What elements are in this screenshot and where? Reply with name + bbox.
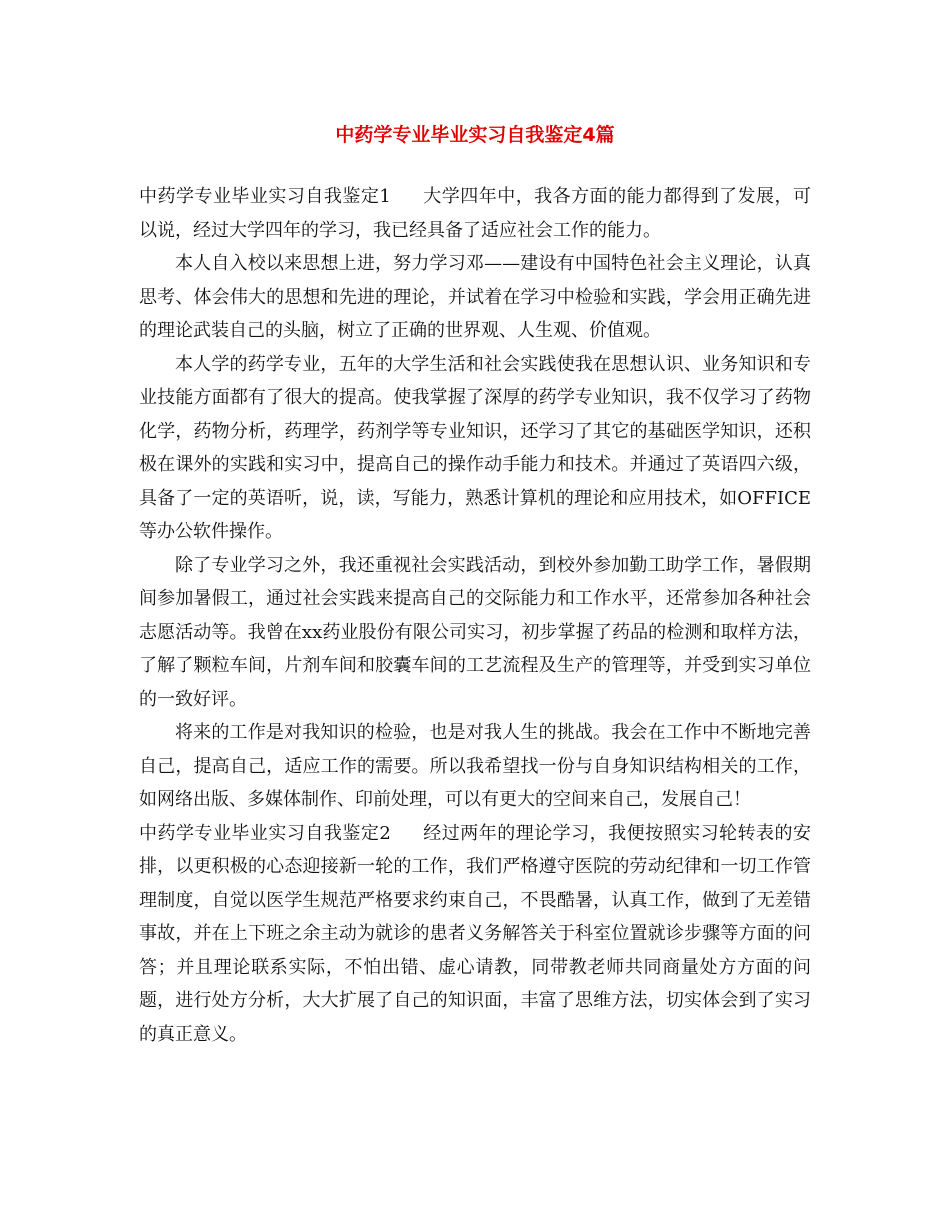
section-1-intro-paragraph	[139, 180, 811, 247]
section-1-heading: 中药学专业毕业实习自我鉴定1	[139, 186, 391, 207]
section-1-paragraph-3: 除了专业学习之外，我还重视社会实践活动，到校外参加勤工助学工作，暑假期间参加暑假工，通过社会实践来提高自己的交际能力和工作水平，还常参加各种社会志愿活动等。我曾在xx药业股份有限公司实习，初步掌握了药品的检测和取样方法，了解了颗粒车间，片剂车间和胶囊车间的工艺流程及生产的管理等，并受到实习单位的一致好评。	[139, 554, 811, 710]
section-1-paragraph-2: 本人学的药学专业，五年的大学生活和社会实践使我在思想认识、业务知识和专业技能方面都有了很大的提高。使我掌握了深厚的药学专业知识，我不仅学习了药物化学，药物分析，药理学，药剂学等专业知识，还学习了其它的基础医学知识，还积极在课外的实践和实习中，提高自己的操作动手能力和技术。并通过了英语四六级，具备了一定的英语听，说，读，写能力，熟悉计算机的理论和应用技术，如OFFICE等办公软件操作。	[139, 353, 811, 542]
section-1-paragraph-4: 将来的工作是对我知识的检验，也是对我人生的挑战。我会在工作中不断地完善自己，提高自己，适应工作的需要。所以我希望找一份与自身知识结构相关的工作，如网络出版、多媒体制作、印前处理，可以有更大的空间来自己，发展自己！	[139, 722, 811, 810]
section-2-intro-paragraph	[139, 817, 811, 1052]
section-1-intro-text: 大学四年中，我各方面的能力都得到了发展，可以说，经过大学四年的学习，我已经具备了适应社会工作的能力。	[139, 186, 811, 241]
section-2-intro-text: 经过两年的理论学习，我便按照实习轮转表的安排，以更积极的心态迎接新一轮的工作，我们严格遵守医院的劳动纪律和一切工作管理制度，自觉以医学生规范严格要求约束自己，不畏酷暑，认真工作，做到了无差错事故，并在上下班之余主动为就诊的患者义务解答关于科室位置就诊步骤等方面的问答；并且理论联系实际，不怕出错、虚心请教，同带教老师共同商量处方方面的问题，进行处方分析，大大扩展了自己的知识面，丰富了思维方法，切实体会到了实习的真正意义。	[139, 822, 811, 1045]
document-title: 中药学专业毕业实习自我鉴定4篇	[335, 124, 615, 146]
section-1-paragraph-1: 本人自入校以来思想上进，努力学习邓——建设有中国特色社会主义理论，认真思考、体会伟大的思想和先进的理论，并试着在学习中检验和实践，学会用正确先进的理论武装自己的头脑，树立了正确的世界观、人生观、价值观。	[139, 253, 811, 341]
document-body	[139, 180, 811, 1051]
section-2-heading: 中药学专业毕业实习自我鉴定2	[139, 822, 391, 844]
